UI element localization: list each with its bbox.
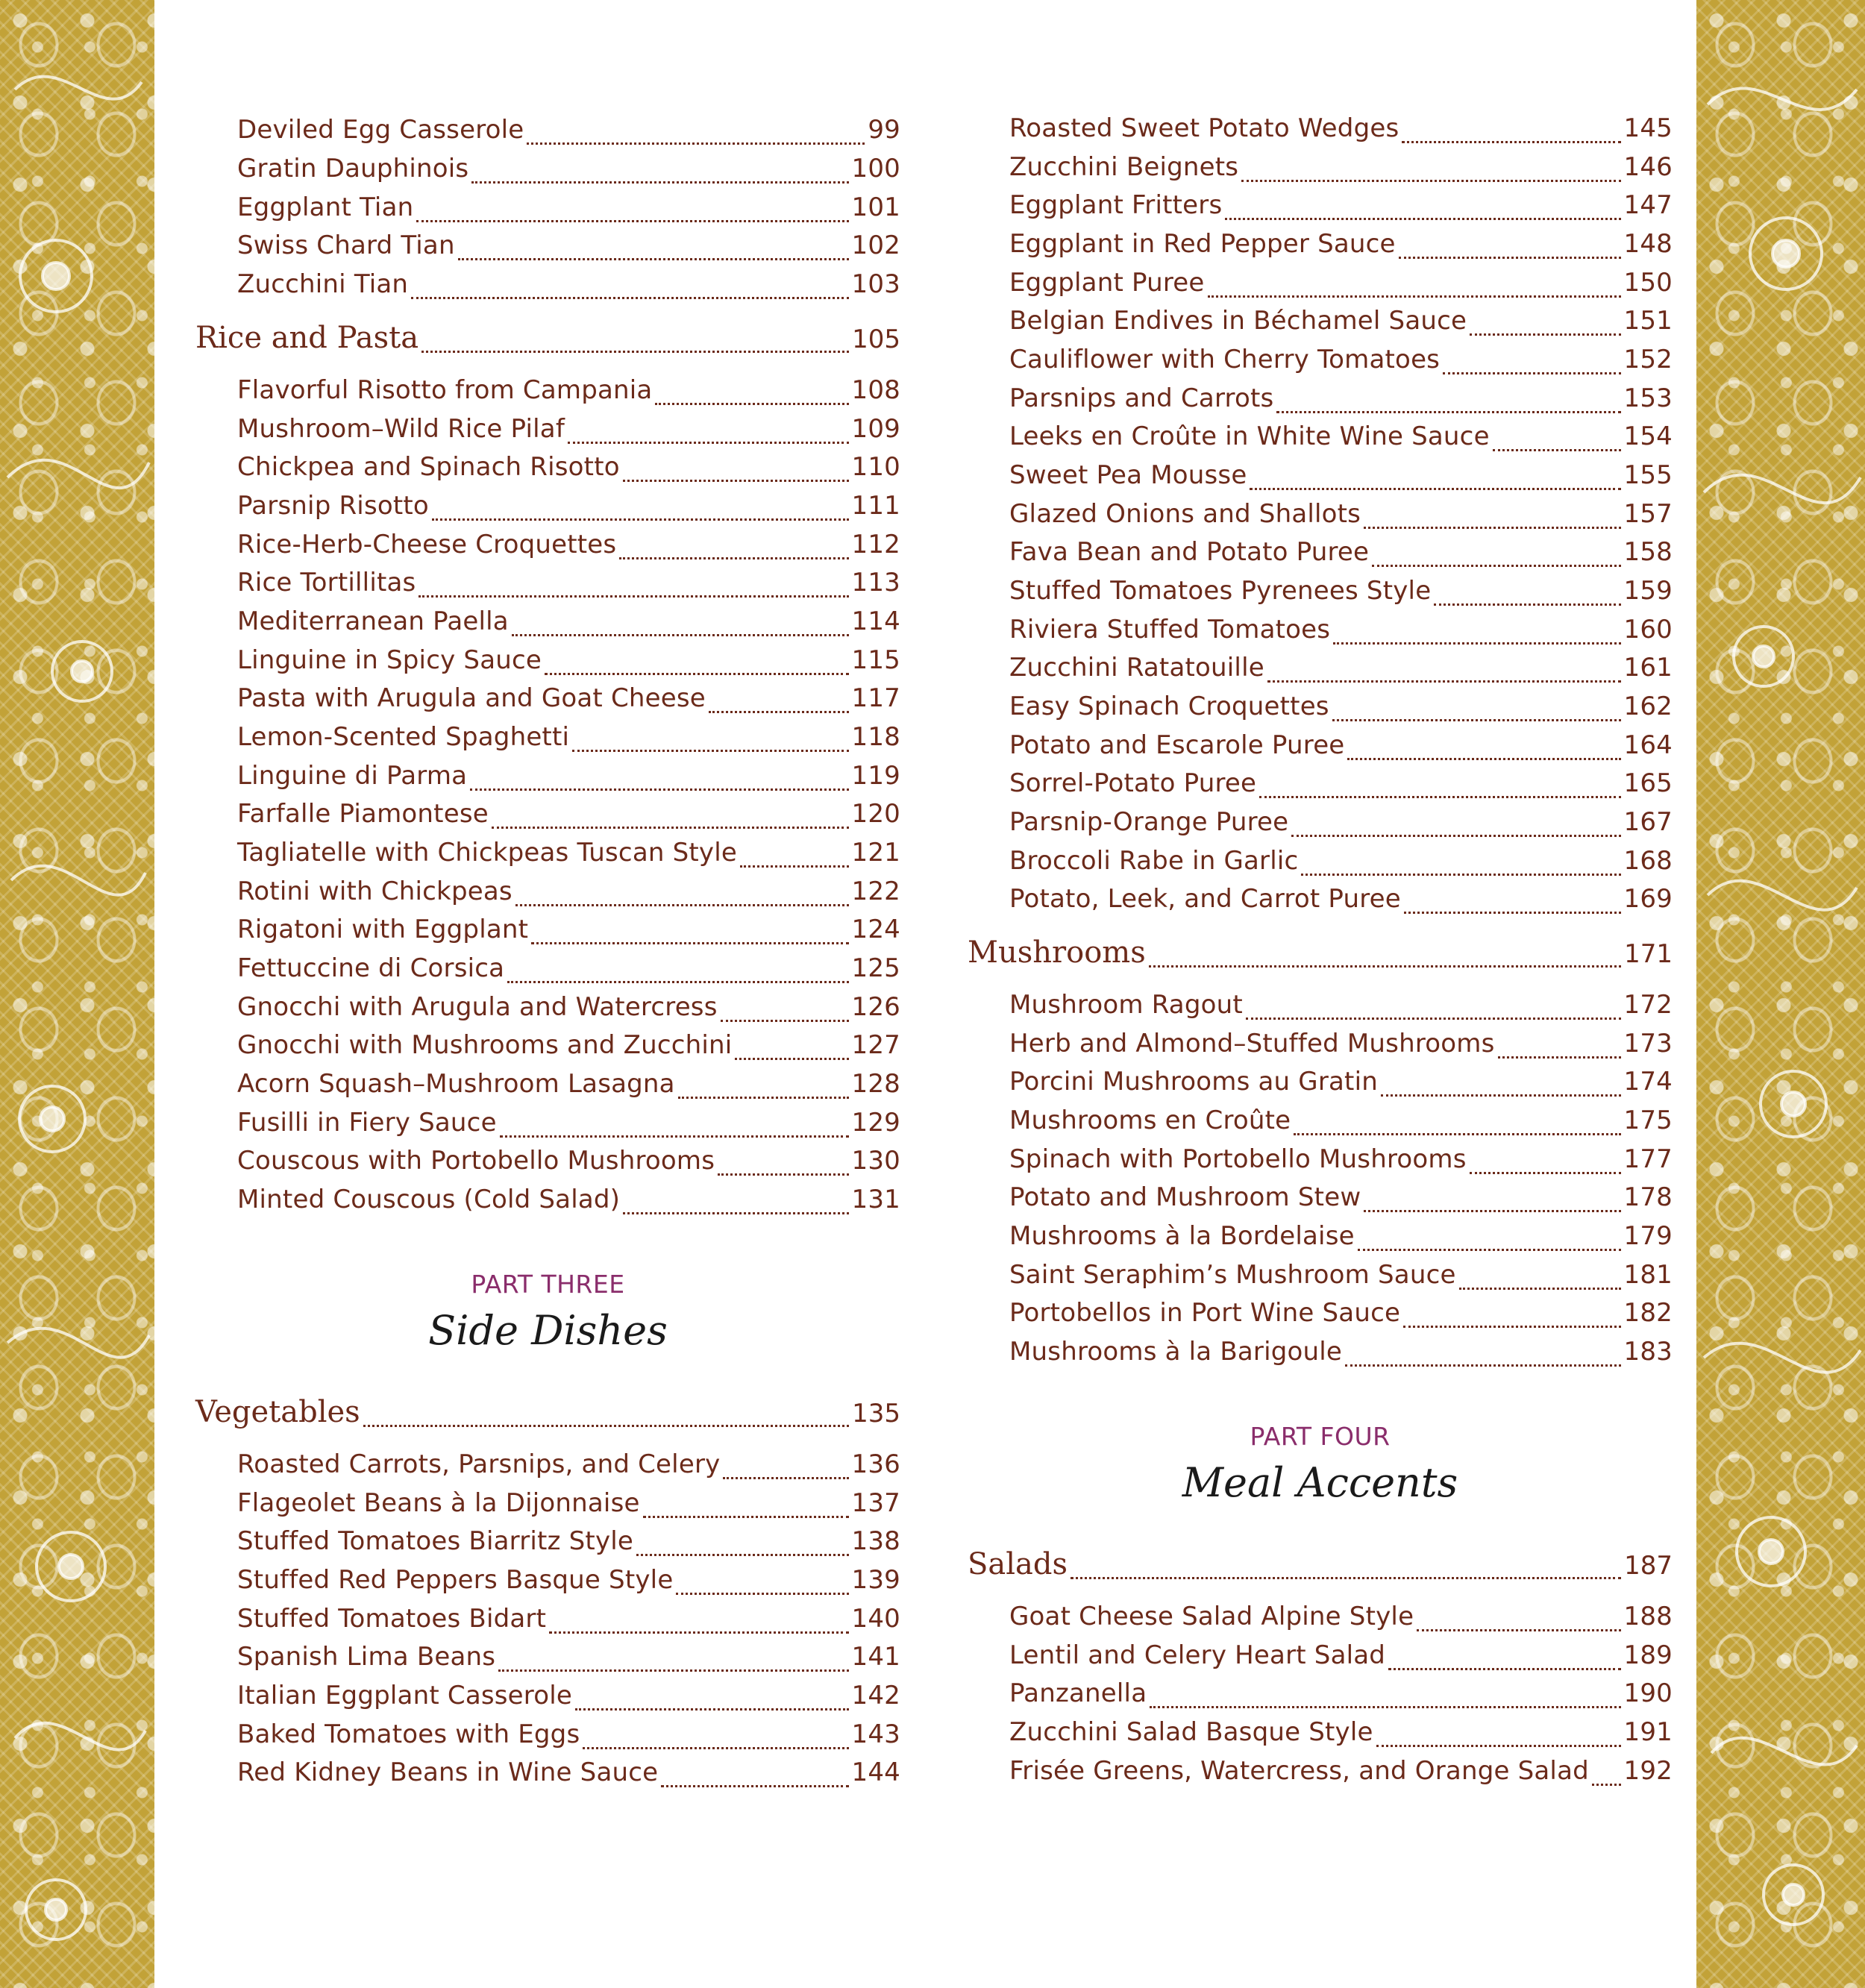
toc-entry[interactable]: Flavorful Risotto from Campania 108: [237, 375, 900, 405]
toc-entry[interactable]: Chickpea and Spinach Risotto 110: [237, 452, 900, 482]
toc-entry[interactable]: Italian Eggplant Casserole 142: [237, 1681, 900, 1711]
toc-entry[interactable]: Zucchini Salad Basque Style 191: [1009, 1717, 1673, 1747]
toc-entry[interactable]: Eggplant in Red Pepper Sauce 148: [1009, 229, 1673, 259]
toc-section-heading[interactable]: Rice and Pasta 105: [195, 321, 900, 355]
toc-entry[interactable]: Flageolet Beans à la Dijonnaise 137: [237, 1488, 900, 1518]
toc-entry[interactable]: Stuffed Tomatoes Biarritz Style 138: [237, 1526, 900, 1556]
toc-entry[interactable]: Fettuccine di Corsica 125: [237, 953, 900, 983]
toc-entry[interactable]: Eggplant Puree 150: [1009, 268, 1673, 298]
toc-entry[interactable]: Cauliflower with Cherry Tomatoes 152: [1009, 345, 1673, 374]
toc-entry[interactable]: Baked Tomatoes with Eggs 143: [237, 1719, 900, 1749]
toc-entry[interactable]: Deviled Egg Casserole 99: [237, 115, 900, 145]
toc-entry[interactable]: Lemon-Scented Spaghetti 118: [237, 722, 900, 752]
toc-entry[interactable]: Spanish Lima Beans 141: [237, 1642, 900, 1672]
toc-entry[interactable]: Rotini with Chickpeas 122: [237, 877, 900, 906]
toc-entry[interactable]: Goat Cheese Salad Alpine Style 188: [1009, 1602, 1673, 1631]
toc-entry[interactable]: Rigatoni with Eggplant 124: [237, 915, 900, 944]
toc-entry[interactable]: Parsnip Risotto 111: [237, 491, 900, 521]
toc-entry[interactable]: Swiss Chard Tian 102: [237, 231, 900, 260]
toc-entry[interactable]: Leeks en Croûte in White Wine Sauce 154: [1009, 421, 1673, 451]
part-title: Side Dishes: [428, 1307, 668, 1354]
toc-entry[interactable]: Parsnip-Orange Puree 167: [1009, 807, 1673, 837]
toc-entry[interactable]: Belgian Endives in Béchamel Sauce 151: [1009, 306, 1673, 336]
part-title: Meal Accents: [1182, 1459, 1458, 1506]
toc-entry[interactable]: Rice-Herb-Cheese Croquettes 112: [237, 530, 900, 559]
toc-entry[interactable]: Farfalle Piamontese 120: [237, 799, 900, 829]
toc-entry[interactable]: Mushrooms à la Bordelaise 179: [1009, 1221, 1673, 1251]
toc-entry[interactable]: Potato and Escarole Puree 164: [1009, 730, 1673, 760]
toc-entry[interactable]: Linguine di Parma 119: [237, 761, 900, 791]
toc-entry[interactable]: Stuffed Tomatoes Bidart 140: [237, 1604, 900, 1634]
toc-entry[interactable]: Eggplant Tian 101: [237, 192, 900, 222]
toc-entry[interactable]: Saint Seraphim’s Mushroom Sauce 181: [1009, 1260, 1673, 1290]
toc-entry[interactable]: Stuffed Tomatoes Pyrenees Style 159: [1009, 576, 1673, 606]
toc-entry[interactable]: Gnocchi with Mushrooms and Zucchini 127: [237, 1030, 900, 1060]
toc-entry[interactable]: Mushrooms en Croûte 175: [1009, 1106, 1673, 1135]
toc-entry[interactable]: Rice Tortillitas 113: [237, 568, 900, 598]
floral-pattern-icon: [0, 0, 154, 1988]
toc-entry[interactable]: Parsnips and Carrots 153: [1009, 383, 1673, 413]
toc-entry[interactable]: Glazed Onions and Shallots 157: [1009, 499, 1673, 529]
toc-entry[interactable]: Stuffed Red Peppers Basque Style 139: [237, 1565, 900, 1595]
toc-entry[interactable]: Easy Spinach Croquettes 162: [1009, 692, 1673, 721]
toc-entry[interactable]: Mushroom–Wild Rice Pilaf 109: [237, 414, 900, 444]
toc-entry[interactable]: Mushrooms à la Barigoule 183: [1009, 1337, 1673, 1367]
toc-entry[interactable]: Mushroom Ragout 172: [1009, 990, 1673, 1020]
toc-entry[interactable]: Sorrel-Potato Puree 165: [1009, 768, 1673, 798]
toc-entry[interactable]: Acorn Squash–Mushroom Lasagna 128: [237, 1069, 900, 1099]
toc-entry[interactable]: Couscous with Portobello Mushrooms 130: [237, 1146, 900, 1176]
toc-entry[interactable]: Broccoli Rabe in Garlic 168: [1009, 846, 1673, 876]
right-decorative-border: [1696, 0, 1865, 1988]
toc-entry[interactable]: Pasta with Arugula and Goat Cheese 117: [237, 683, 900, 713]
toc-entry[interactable]: Tagliatelle with Chickpeas Tuscan Style 121: [237, 838, 900, 868]
toc-entry[interactable]: Mediterranean Paella 114: [237, 606, 900, 636]
part-label: PART FOUR: [1250, 1422, 1391, 1451]
toc-entry[interactable]: Gratin Dauphinois 100: [237, 154, 900, 184]
toc-entry[interactable]: Sweet Pea Mousse 155: [1009, 460, 1673, 490]
toc-entry[interactable]: Zucchini Ratatouille 161: [1009, 653, 1673, 683]
toc-entry[interactable]: Roasted Sweet Potato Wedges 145: [1009, 113, 1673, 143]
toc-entry[interactable]: Potato and Mushroom Stew 178: [1009, 1182, 1673, 1212]
toc-entry[interactable]: Herb and Almond–Stuffed Mushrooms 173: [1009, 1029, 1673, 1059]
toc-entry[interactable]: Panzanella 190: [1009, 1678, 1673, 1708]
toc-entry[interactable]: Zucchini Beignets 146: [1009, 152, 1673, 182]
toc-entry[interactable]: Minted Couscous (Cold Salad) 131: [237, 1185, 900, 1214]
toc-entry[interactable]: Spinach with Portobello Mushrooms 177: [1009, 1144, 1673, 1174]
toc-entry[interactable]: Porcini Mushrooms au Gratin 174: [1009, 1067, 1673, 1097]
toc-entry[interactable]: Frisée Greens, Watercress, and Orange Salad 192: [1009, 1756, 1673, 1786]
toc-entry[interactable]: Portobellos in Port Wine Sauce 182: [1009, 1298, 1673, 1328]
toc-section-heading[interactable]: Vegetables 135: [195, 1395, 900, 1429]
toc-entry[interactable]: Fava Bean and Potato Puree 158: [1009, 537, 1673, 567]
toc-section-heading[interactable]: Mushrooms 171: [968, 935, 1673, 970]
toc-entry[interactable]: Red Kidney Beans in Wine Sauce 144: [237, 1757, 900, 1787]
toc-entry[interactable]: Lentil and Celery Heart Salad 189: [1009, 1640, 1673, 1670]
toc-section-heading[interactable]: Salads 187: [968, 1547, 1673, 1581]
toc-entry[interactable]: Roasted Carrots, Parsnips, and Celery 136: [237, 1449, 900, 1479]
toc-entry[interactable]: Linguine in Spicy Sauce 115: [237, 645, 900, 675]
floral-pattern-icon: [1696, 0, 1865, 1988]
toc-entry[interactable]: Potato, Leek, and Carrot Puree 169: [1009, 884, 1673, 914]
toc-entry[interactable]: Fusilli in Fiery Sauce 129: [237, 1108, 900, 1138]
toc-entry[interactable]: Eggplant Fritters 147: [1009, 190, 1673, 220]
toc-entry[interactable]: Zucchini Tian 103: [237, 269, 900, 299]
part-label: PART THREE: [471, 1270, 625, 1299]
left-decorative-border: [0, 0, 154, 1988]
toc-entry[interactable]: Riviera Stuffed Tomatoes 160: [1009, 615, 1673, 645]
toc-entry[interactable]: Gnocchi with Arugula and Watercress 126: [237, 992, 900, 1022]
